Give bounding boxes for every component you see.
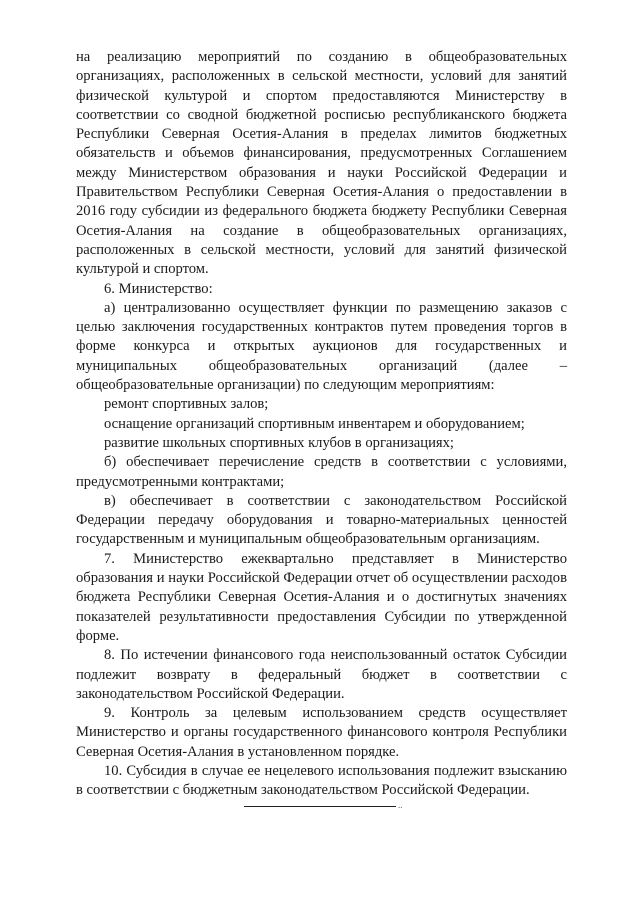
- paragraph-item-9: 9. Контроль за целевым использованием средств осуществляет Министерство и органы государственного финансового контроля Республики Северная Осетия-Алания в установленном порядке.: [76, 705, 567, 760]
- paragraph-item-10: 10. Субсидия в случае ее нецелевого использования подлежит взысканию в соответствии с бюджетным законодательством Российской Федерации.: [76, 762, 567, 799]
- end-divider-mark: ..: [398, 800, 403, 810]
- paragraph-item-7: 7. Министерство ежеквартально представляет в Министерство образования и науки Российской Федерации отчет об осуществлении расходов бюджета Республики Северная Осетия-Алания и о достигнутых значениях показателей результативности предоставления Субсидии по утвержденной форме.: [76, 550, 567, 644]
- paragraph-item-6b: б) обеспечивает перечисление средств в соответствии с условиями, предусмотренными контрактами;: [76, 454, 567, 490]
- end-divider-line: [244, 806, 396, 807]
- paragraph-continuation: на реализацию мероприятий по созданию в общеобразовательных организациях, расположенных в сельской местности, условий для занятий физической культурой и спортом предоставляются Министерству в соответствии со сводной бюджетной росписью республиканского бюджета Республики Северная Осетия-Алания в пределах лимитов бюджетных обязательств и объемов финансирования, предусмотренных Соглашением между Министерством образования и науки Российской Федерации и Правительством Республики Северная Осетия-Алания о предоставлении в 2016 году субсидии из федерального бюджета бюджету Республики Северная Осетия-Алания на создание в общеобразовательных организациях, расположенных в сельской местности, условий для занятий физической культурой и спортом.: [76, 49, 567, 278]
- paragraph-item-8: 8. По истечении финансового года неиспользованный остаток Субсидии подлежит возврату в федеральный бюджет в соответствии с законодательством Российской Федерации.: [76, 647, 567, 702]
- paragraph-list-item: ремонт спортивных залов;: [104, 396, 269, 413]
- paragraph-item-6v: в) обеспечивает в соответствии с законодательством Российской Федерации передачу оборудования и товарно-материальных ценностей государственным и муниципальным общеобразовательным организациям.: [76, 492, 567, 548]
- document-body: [76, 48, 567, 801]
- paragraph-item-6a: а) централизованно осуществляет функции по размещению заказов с целью заключения государственных контрактов путем проведения торгов в форме конкурса и открытых аукционов для государственных и муниципальных общеобразовательных организаций (далее – общеобразовательные организации) по следующим мероприятиям:: [76, 299, 567, 394]
- paragraph-item-6: 6. Министерство:: [104, 280, 213, 297]
- paragraph-list-item: оснащение организаций спортивным инвентарем и оборудованием;: [104, 415, 525, 432]
- paragraph-list-item: развитие школьных спортивных клубов в организациях;: [104, 434, 454, 451]
